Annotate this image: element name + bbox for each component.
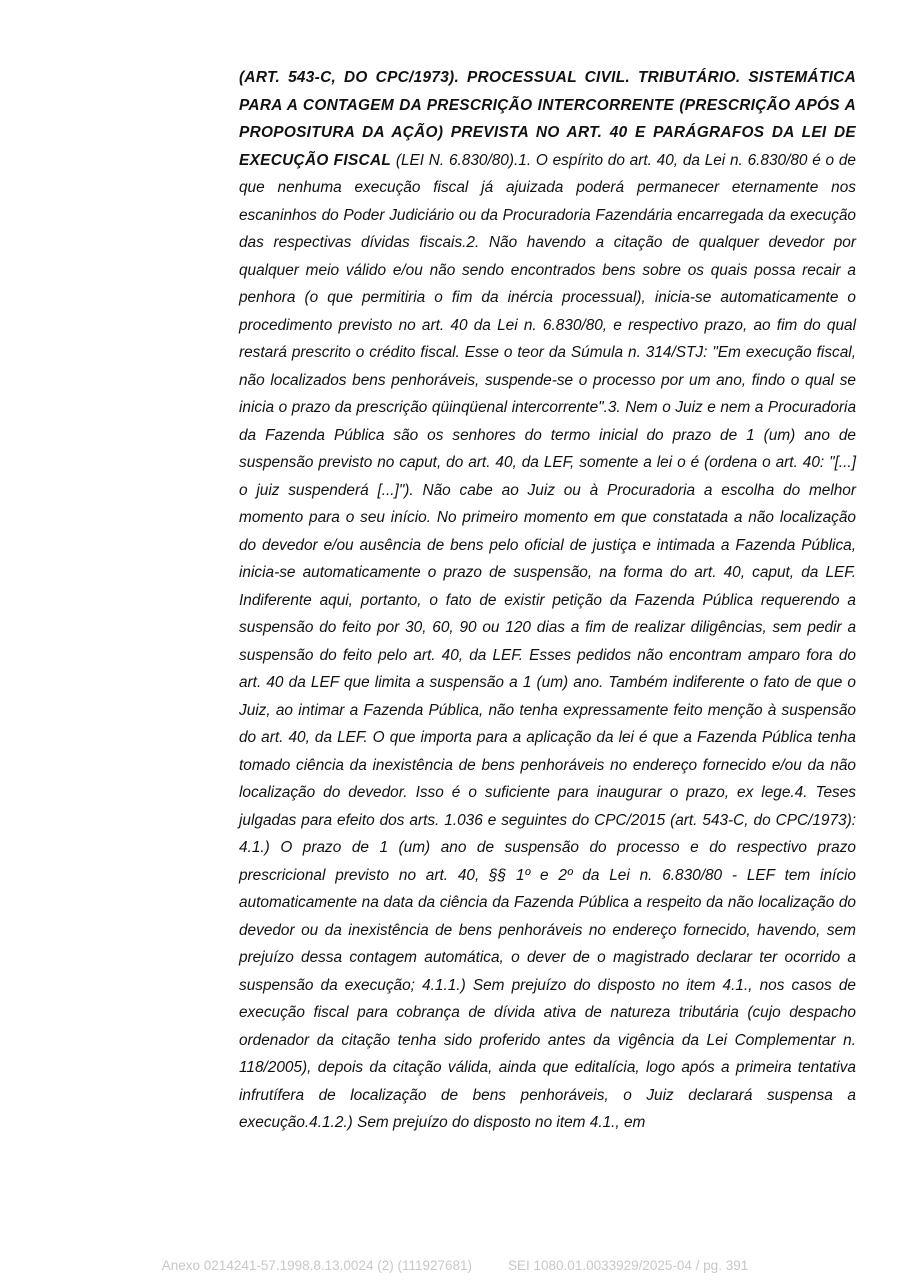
page-footer	[0, 1258, 910, 1273]
footer-annex: Anexo 0214241-57.1998.8.13.0024 (2) (111927681)	[161, 1258, 473, 1273]
ementa-heading: (ART. 543-C, DO CPC/1973). PROCESSUAL CIVIL. TRIBUTÁRIO. SISTEMÁTICA PARA A CONTAGEM DA PRESCRIÇÃO INTERCORRENTE (PRESCRIÇÃO APÓS A PROPOSITURA DA AÇÃO) PREVISTA NO ART. 40 E PARÁGRAFOS DA LEI DE EXECUÇÃO FISCAL	[239, 69, 856, 169]
ementa-body: (LEI N. 6.830/80).1. O espírito do art. 40, da Lei n. 6.830/80 é o de que nenhuma execução fiscal já ajuizada poderá permanecer eternamente nos escaninhos do Poder Judiciário ou da Procuradoria Fazendária encarregada da execução das respectivas dívidas fiscais.2. Não havendo a citação de qualquer devedor por qualquer meio válido e/ou não sendo encontrados bens sobre os quais possa recair a penhora (o que permitiria o fim da inércia processual), inicia-se automaticamente o procedimento previsto no art. 40 da Lei n. 6.830/80, e respectivo prazo, ao fim do qual restará prescrito o crédito fiscal. Esse o teor da Súmula n. 314/STJ: "Em execução fiscal, não localizados bens penhoráveis, suspende-se o processo por um ano, findo o qual se inicia o prazo da prescrição qüinqüenal intercorrente".3. Nem o Juiz e nem a Procuradoria da Fazenda Pública são os senhores do termo inicial do prazo de 1 (um) ano de suspensão previsto no caput, do art. 40, da LEF, somente a lei o é (ordena o art. 40: "[...] o juiz suspenderá [...]"). Não cabe ao Juiz ou à Procuradoria a escolha do melhor momento para o seu início. No primeiro momento em que constatada a não localização do devedor e/ou ausência de bens pelo oficial de justiça e intimada a Fazenda Pública, inicia-se automaticamente o prazo de suspensão, na forma do art. 40, caput, da LEF. Indiferente aqui, portanto, o fato de existir petição da Fazenda Pública requerendo a suspensão do feito por 30, 60, 90 ou 120 dias a fim de realizar diligências, sem pedir a suspensão do feito pelo art. 40, da LEF. Esses pedidos não encontram amparo fora do art. 40 da LEF que limita a suspensão a 1 (um) ano. Também indiferente o fato de que o Juiz, ao intimar a Fazenda Pública, não tenha expressamente feito menção à suspensão do art. 40, da LEF. O que importa para a aplicação da lei é que a Fazenda Pública tenha tomado ciência da inexistência de bens penhoráveis no endereço fornecido e/ou da não localização do devedor. Isso é o suficiente para inaugurar o prazo, ex lege.4. Teses julgadas para efeito dos arts. 1.036 e seguintes do CPC/2015 (art. 543-C, do CPC/1973): 4.1.) O prazo de 1 (um) ano de suspensão do processo e do respectivo prazo prescricional previsto no art. 40, §§ 1º e 2º da Lei n. 6.830/80 - LEF tem início automaticamente na data da ciência da Fazenda Pública a respeito da não localização do devedor ou da inexistência de bens penhoráveis no endereço fornecido, havendo, sem prejuízo dessa contagem automática, o dever de o magistrado declarar ter ocorrido a suspensão da execução; 4.1.1.) Sem prejuízo do disposto no item 4.1., nos casos de execução fiscal para cobrança de dívida ativa de natureza tributária (cujo despacho ordenador da citação tenha sido proferido antes da vigência da Lei Complementar n. 118/2005), depois da citação válida, ainda que editalícia, logo após a primeira tentativa infrutífera de localização de bens penhoráveis, o Juiz declarará suspensa a execução.4.1.2.) Sem prejuízo do disposto no item 4.1., em	[239, 151, 856, 1131]
footer-sei-reference: SEI 1080.01.0033929/2025-04 / pg. 391	[508, 1258, 749, 1273]
ementa-paragraph	[239, 64, 856, 1137]
